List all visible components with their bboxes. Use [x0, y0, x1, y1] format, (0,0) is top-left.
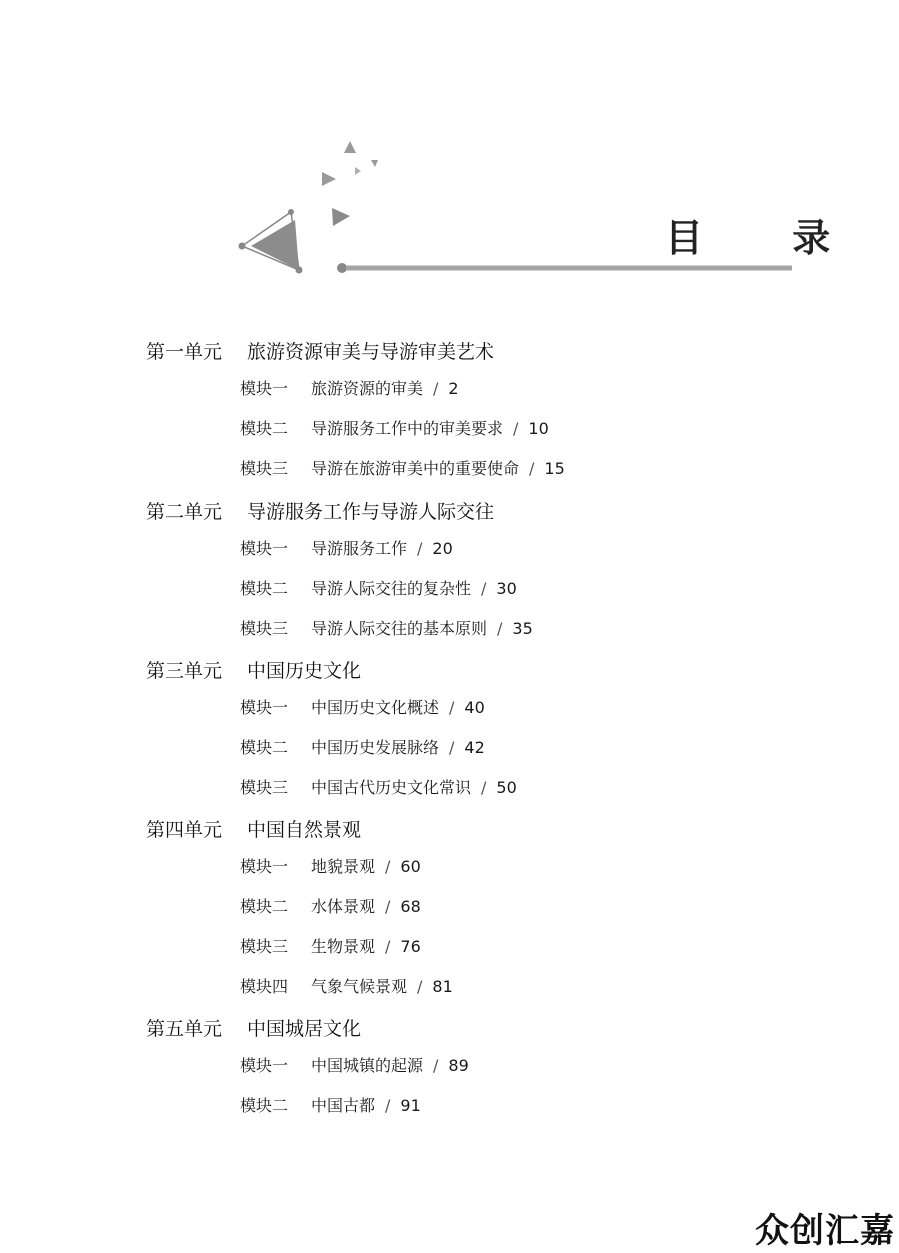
toc-module: [240, 578, 517, 600]
page-number: 42: [464, 738, 485, 757]
module-number: 模块一: [240, 857, 289, 876]
module-number: 模块二: [240, 579, 289, 598]
page-separator: /: [385, 857, 391, 876]
module-number: 模块二: [240, 419, 289, 438]
toc-unit: [146, 659, 361, 683]
toc-module: [240, 976, 453, 998]
toc-module: [240, 697, 485, 719]
page-separator: /: [385, 937, 391, 956]
toc-module: [240, 458, 565, 480]
page-separator: /: [385, 897, 391, 916]
page-number: 50: [496, 778, 517, 797]
module-title: 中国历史发展脉络: [311, 738, 440, 757]
page-number: 10: [528, 419, 549, 438]
module-title: 导游服务工作: [311, 539, 408, 558]
module-number: 模块二: [240, 1096, 289, 1115]
unit-number: 第一单元: [146, 341, 223, 363]
watermark: 众创汇嘉: [755, 1211, 895, 1251]
unit-number: 第三单元: [146, 660, 223, 682]
module-number: 模块二: [240, 738, 289, 757]
module-title: 地貌景观: [311, 857, 376, 876]
toc-module: [240, 378, 459, 400]
module-number: 模块三: [240, 459, 289, 478]
toc-unit: [146, 340, 494, 364]
page-number: 2: [448, 379, 459, 398]
module-number: 模块三: [240, 778, 289, 797]
page-number: 76: [400, 937, 421, 956]
module-number: 模块一: [240, 698, 289, 717]
module-title: 导游服务工作中的审美要求: [311, 419, 504, 438]
page-separator: /: [433, 379, 439, 398]
page-separator: /: [481, 579, 487, 598]
page-number: 20: [432, 539, 453, 558]
module-number: 模块三: [240, 619, 289, 638]
module-title: 中国古代历史文化常识: [311, 778, 472, 797]
module-title: 导游人际交往的基本原则: [311, 619, 488, 638]
page-number: 15: [544, 459, 565, 478]
title-rule-dot: [337, 263, 347, 273]
decor-dot: [288, 209, 294, 215]
page-separator: /: [417, 977, 423, 996]
toc-unit: [146, 1017, 361, 1041]
unit-title: 导游服务工作与导游人际交往: [247, 501, 495, 523]
module-title: 水体景观: [311, 897, 376, 916]
page-title: 目 录: [665, 216, 869, 260]
page-separator: /: [497, 619, 503, 638]
decor-triangle-small-4: [322, 172, 336, 186]
decor-triangle-large: [251, 220, 299, 270]
page-number: 81: [432, 977, 453, 996]
module-title: 导游人际交往的复杂性: [311, 579, 472, 598]
unit-title: 中国城居文化: [247, 1018, 362, 1040]
toc-module: [240, 418, 549, 440]
unit-title: 旅游资源审美与导游审美艺术: [247, 341, 495, 363]
page-number: 91: [400, 1096, 421, 1115]
toc-module: [240, 856, 421, 878]
unit-title: 中国历史文化: [247, 660, 362, 682]
toc-module: [240, 1095, 421, 1117]
module-number: 模块四: [240, 977, 289, 996]
page-number: 89: [448, 1056, 469, 1075]
module-title: 中国古都: [311, 1096, 376, 1115]
toc-module: [240, 618, 533, 640]
unit-title: 中国自然景观: [247, 819, 362, 841]
decor-triangle-small-3: [355, 167, 361, 175]
decor-dot: [239, 243, 246, 250]
toc-module: [240, 538, 453, 560]
decor-triangle-small-2: [371, 160, 378, 167]
decor-triangle-small-5: [332, 208, 350, 226]
page-separator: /: [481, 778, 487, 797]
module-title: 生物景观: [311, 937, 376, 956]
module-title: 中国历史文化概述: [311, 698, 440, 717]
unit-number: 第五单元: [146, 1018, 223, 1040]
page-separator: /: [529, 459, 535, 478]
page-number: 60: [400, 857, 421, 876]
toc-module: [240, 1055, 469, 1077]
toc-module: [240, 777, 517, 799]
page-separator: /: [513, 419, 519, 438]
page-number: 40: [464, 698, 485, 717]
decor-dot: [296, 267, 303, 274]
module-title: 导游在旅游审美中的重要使命: [311, 459, 520, 478]
module-title: 气象气候景观: [311, 977, 408, 996]
unit-number: 第四单元: [146, 819, 223, 841]
page-number: 30: [496, 579, 517, 598]
page-separator: /: [433, 1056, 439, 1075]
page-separator: /: [449, 738, 455, 757]
module-number: 模块一: [240, 379, 289, 398]
decor-triangle-small-1: [344, 141, 356, 153]
module-number: 模块二: [240, 897, 289, 916]
page-separator: /: [417, 539, 423, 558]
module-number: 模块三: [240, 937, 289, 956]
module-title: 旅游资源的审美: [311, 379, 424, 398]
page-separator: /: [449, 698, 455, 717]
toc-module: [240, 936, 421, 958]
module-number: 模块一: [240, 539, 289, 558]
module-number: 模块一: [240, 1056, 289, 1075]
page-number: 35: [512, 619, 533, 638]
page-number: 68: [400, 897, 421, 916]
page-separator: /: [385, 1096, 391, 1115]
toc-unit: [146, 818, 361, 842]
module-title: 中国城镇的起源: [311, 1056, 424, 1075]
toc-unit: [146, 500, 494, 524]
unit-number: 第二单元: [146, 501, 223, 523]
toc-module: [240, 896, 421, 918]
toc-module: [240, 737, 485, 759]
